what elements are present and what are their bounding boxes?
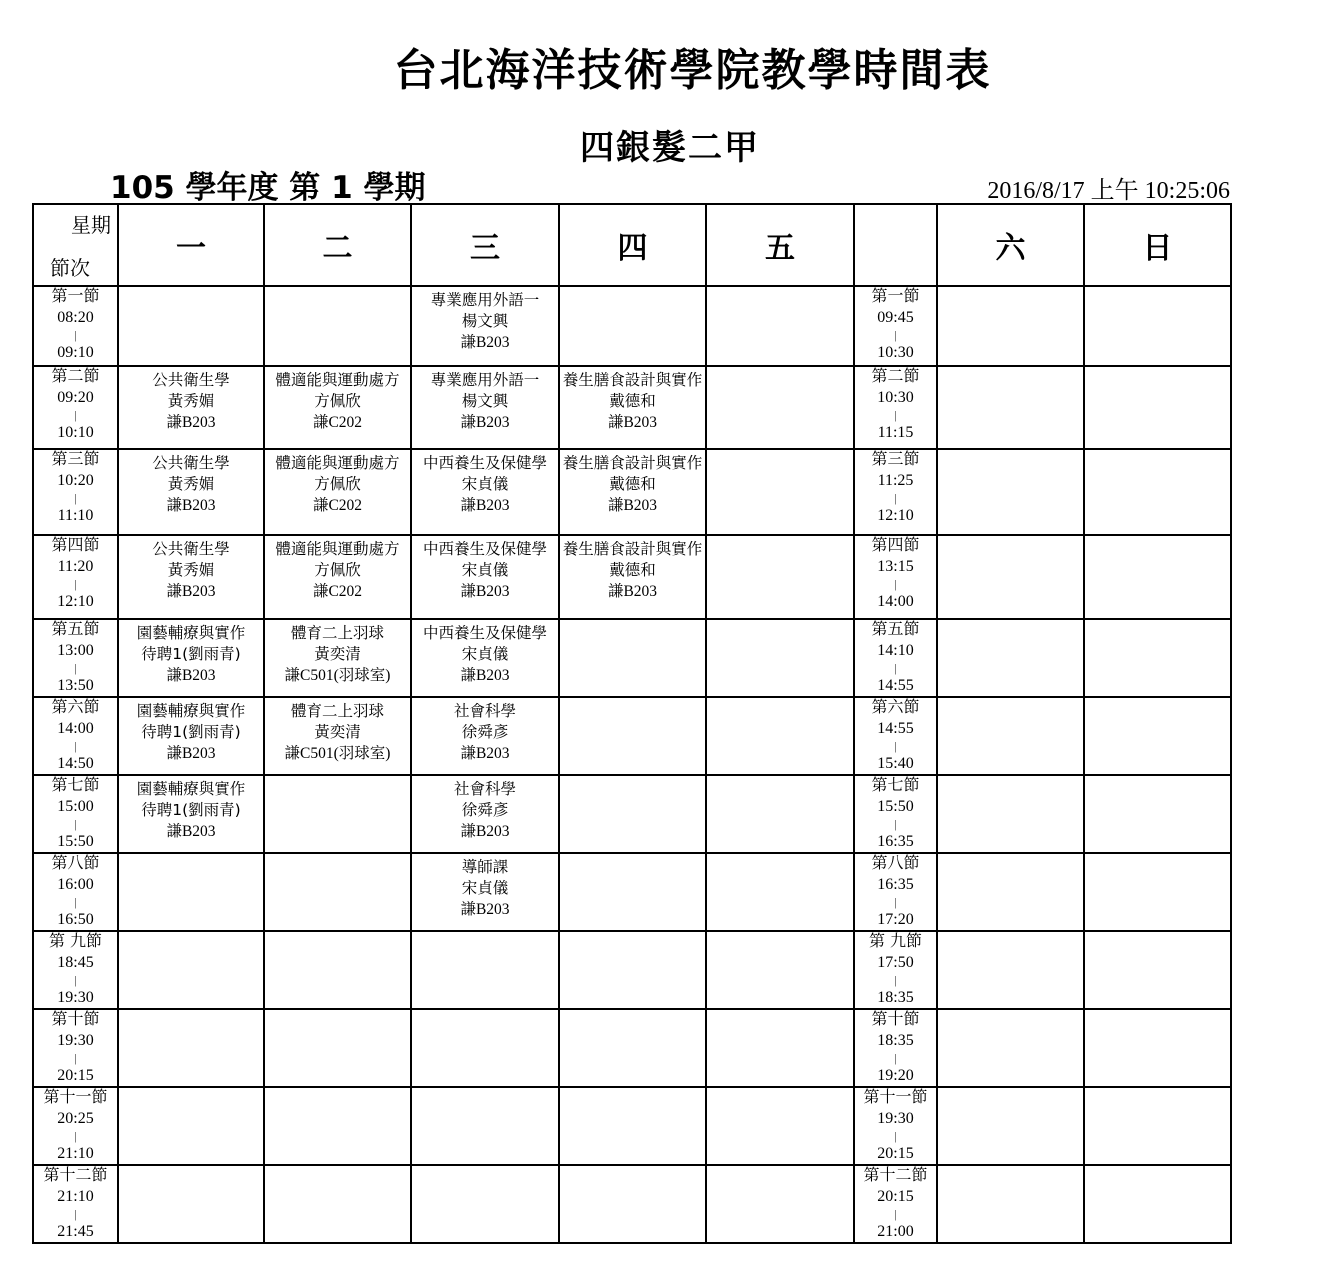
class-cell-fri xyxy=(706,619,854,697)
teacher-name: 待聘1(劉雨青) xyxy=(141,723,241,741)
class-cell-thu xyxy=(559,535,706,619)
timetable xyxy=(32,203,1232,1244)
teacher-name: 黃秀媚 xyxy=(167,392,215,410)
class-cell-mon xyxy=(118,931,264,1009)
teacher-name: 戴德和 xyxy=(609,561,656,579)
room-code: 謙B203 xyxy=(460,334,510,351)
class-cell-sat xyxy=(937,449,1084,535)
left-period-cell xyxy=(33,366,118,449)
right-period-cell xyxy=(854,697,937,775)
class-cell-wed xyxy=(411,619,559,697)
class-cell-tue xyxy=(264,535,411,619)
right-period-cell xyxy=(854,775,937,853)
period-end-time: 11:15 xyxy=(877,424,914,441)
class-cell-sat xyxy=(937,286,1084,366)
period-end-time: 19:20 xyxy=(877,1067,914,1084)
left-period-cell xyxy=(33,449,118,535)
header-row xyxy=(33,204,1231,286)
period-name: 第五節 xyxy=(871,619,920,638)
class-cell-sat xyxy=(937,697,1084,775)
room-code: 謙B203 xyxy=(460,583,510,600)
class-cell-sat xyxy=(937,931,1084,1009)
page-title: 台北海洋技術學院教學時間表 xyxy=(393,45,992,96)
course-name: 體育二上羽球 xyxy=(290,624,384,642)
period-start-time: 15:00 xyxy=(57,798,94,815)
teacher-name: 方佩欣 xyxy=(314,561,361,579)
period-end-time: 11:10 xyxy=(57,507,94,524)
period-end-time: 18:35 xyxy=(877,989,914,1006)
period-row xyxy=(33,449,1231,535)
class-cell-thu xyxy=(559,366,706,449)
class-cell-thu xyxy=(559,697,706,775)
class-cell-tue xyxy=(264,619,411,697)
room-code: 謙B203 xyxy=(607,497,658,514)
left-period-cell xyxy=(33,853,118,931)
class-cell-fri xyxy=(706,853,854,931)
period-name: 第 九節 xyxy=(48,931,103,950)
period-separator: | xyxy=(894,408,897,422)
period-separator: | xyxy=(894,661,897,675)
class-cell-wed xyxy=(411,697,559,775)
period-name: 第二節 xyxy=(51,366,100,385)
period-separator: | xyxy=(74,661,77,675)
class-cell-tue xyxy=(264,1165,411,1243)
period-name: 第十二節 xyxy=(863,1165,928,1184)
teacher-name: 宋貞儀 xyxy=(461,475,509,493)
period-name: 第五節 xyxy=(51,619,100,638)
period-name: 第三節 xyxy=(871,449,920,468)
course-name: 中西養生及保健學 xyxy=(422,540,547,558)
room-code: 謙C202 xyxy=(312,497,363,514)
term-label: 105 學年度 第 1 學期 xyxy=(110,170,426,206)
period-row xyxy=(33,853,1231,931)
left-period-cell xyxy=(33,535,118,619)
teacher-name: 戴德和 xyxy=(609,475,656,493)
class-cell-sun xyxy=(1084,286,1231,366)
period-name: 第七節 xyxy=(871,775,920,794)
period-separator: | xyxy=(894,895,897,909)
period-start-time: 11:20 xyxy=(57,558,94,575)
period-start-time: 16:35 xyxy=(877,876,914,893)
room-code: 謙B203 xyxy=(460,414,510,431)
period-row xyxy=(33,1165,1231,1243)
class-cell-tue xyxy=(264,366,411,449)
course-name: 養生膳食設計與實作 xyxy=(562,540,703,558)
period-name: 第十一節 xyxy=(863,1087,928,1106)
period-end-time: 12:10 xyxy=(877,507,914,524)
class-cell-thu xyxy=(559,1165,706,1243)
period-row xyxy=(33,697,1231,775)
class-cell-sat xyxy=(937,366,1084,449)
class-cell-sun xyxy=(1084,1009,1231,1087)
teacher-name: 待聘1(劉雨青) xyxy=(141,645,241,663)
period-end-time: 21:00 xyxy=(877,1223,914,1240)
course-name: 體適能與運動處方 xyxy=(275,454,400,472)
right-period-cell xyxy=(854,535,937,619)
class-cell-thu xyxy=(559,853,706,931)
period-name: 第十一節 xyxy=(43,1087,108,1106)
class-cell-mon xyxy=(118,1087,264,1165)
room-code: 謙C202 xyxy=(312,583,363,600)
room-code: 謙C501(羽球室) xyxy=(284,667,391,684)
period-separator: | xyxy=(894,1129,897,1143)
class-cell-sat xyxy=(937,775,1084,853)
period-separator: | xyxy=(74,408,77,422)
class-cell-sun xyxy=(1084,931,1231,1009)
period-end-time: 14:50 xyxy=(57,755,94,772)
period-start-time: 18:45 xyxy=(57,954,94,971)
class-cell-fri xyxy=(706,931,854,1009)
course-name: 體育二上羽球 xyxy=(290,702,384,720)
period-name: 第八節 xyxy=(51,853,100,872)
course-name: 體適能與運動處方 xyxy=(275,371,400,389)
period-row xyxy=(33,366,1231,449)
class-cell-thu xyxy=(559,286,706,366)
period-row xyxy=(33,535,1231,619)
day-header-mon: 一 xyxy=(118,204,264,286)
room-code: 謙B203 xyxy=(460,667,510,684)
period-name: 第 九節 xyxy=(868,931,923,950)
class-cell-sun xyxy=(1084,619,1231,697)
class-cell-mon xyxy=(118,619,264,697)
right-period-cell xyxy=(854,366,937,449)
class-cell-thu xyxy=(559,619,706,697)
class-cell-wed xyxy=(411,931,559,1009)
class-cell-sat xyxy=(937,1165,1084,1243)
period-separator: | xyxy=(74,577,77,591)
weekend-period-header xyxy=(854,204,937,286)
period-end-time: 15:40 xyxy=(877,755,914,772)
day-header-tue: 二 xyxy=(264,204,411,286)
period-start-time: 18:35 xyxy=(877,1032,914,1049)
course-name: 養生膳食設計與實作 xyxy=(562,371,703,389)
class-cell-tue xyxy=(264,286,411,366)
course-name: 養生膳食設計與實作 xyxy=(562,454,703,472)
period-name: 第十二節 xyxy=(43,1165,108,1184)
period-separator: | xyxy=(74,1051,77,1065)
room-code: 謙C501(羽球室) xyxy=(284,745,391,762)
period-start-time: 20:15 xyxy=(877,1188,914,1205)
period-separator: | xyxy=(74,491,77,505)
room-code: 謙B203 xyxy=(460,901,510,918)
period-start-time: 13:15 xyxy=(877,558,914,575)
period-name: 第四節 xyxy=(871,535,920,554)
period-separator: | xyxy=(74,739,77,753)
course-name: 公共衛生學 xyxy=(152,540,230,558)
class-cell-tue xyxy=(264,775,411,853)
class-cell-mon xyxy=(118,449,264,535)
period-start-time: 17:50 xyxy=(877,954,914,971)
period-separator: | xyxy=(894,1207,897,1221)
period-separator: | xyxy=(74,1129,77,1143)
class-cell-thu xyxy=(559,1087,706,1165)
class-cell-sun xyxy=(1084,535,1231,619)
period-name: 第十節 xyxy=(51,1009,100,1028)
print-timestamp: 2016/8/17 上午 10:25:06 xyxy=(987,178,1230,204)
class-cell-sun xyxy=(1084,449,1231,535)
teacher-name: 楊文興 xyxy=(461,392,509,410)
class-cell-thu xyxy=(559,931,706,1009)
teacher-name: 方佩欣 xyxy=(314,392,361,410)
class-cell-mon xyxy=(118,366,264,449)
teacher-name: 待聘1(劉雨青) xyxy=(141,801,241,819)
period-start-time: 08:20 xyxy=(57,309,94,326)
class-cell-fri xyxy=(706,1009,854,1087)
period-end-time: 16:35 xyxy=(877,833,914,850)
class-cell-mon xyxy=(118,286,264,366)
room-code: 謙B203 xyxy=(166,667,216,684)
period-separator: | xyxy=(894,817,897,831)
period-start-time: 15:50 xyxy=(877,798,914,815)
period-start-time: 10:20 xyxy=(57,472,94,489)
teacher-name: 徐舜彥 xyxy=(461,801,509,819)
class-cell-sun xyxy=(1084,1165,1231,1243)
period-end-time: 14:55 xyxy=(877,677,914,694)
period-end-time: 13:50 xyxy=(57,677,94,694)
room-code: 謙C202 xyxy=(312,414,363,431)
class-cell-fri xyxy=(706,775,854,853)
period-name: 第六節 xyxy=(51,697,100,716)
teacher-name: 宋貞儀 xyxy=(461,645,509,663)
period-name: 第一節 xyxy=(871,286,920,305)
right-period-cell xyxy=(854,286,937,366)
period-end-time: 17:20 xyxy=(877,911,914,928)
right-period-cell xyxy=(854,1165,937,1243)
corner-cell xyxy=(33,204,118,286)
period-end-time: 12:10 xyxy=(57,593,94,610)
room-code: 謙B203 xyxy=(607,414,658,431)
class-cell-mon xyxy=(118,697,264,775)
class-cell-wed xyxy=(411,775,559,853)
room-code: 謙B203 xyxy=(460,823,510,840)
room-code: 謙B203 xyxy=(460,497,510,514)
course-name: 導師課 xyxy=(461,858,509,876)
period-separator: | xyxy=(894,1051,897,1065)
period-end-time: 14:00 xyxy=(877,593,914,610)
day-header-fri: 五 xyxy=(706,204,854,286)
day-header-sat: 六 xyxy=(937,204,1084,286)
room-code: 謙B203 xyxy=(460,745,510,762)
period-end-time: 21:45 xyxy=(57,1223,94,1240)
class-cell-fri xyxy=(706,1165,854,1243)
teacher-name: 黃秀媚 xyxy=(167,475,215,493)
period-start-time: 09:45 xyxy=(877,309,914,326)
class-cell-mon xyxy=(118,1165,264,1243)
period-name: 第十節 xyxy=(871,1009,920,1028)
class-cell-sun xyxy=(1084,697,1231,775)
teacher-name: 楊文興 xyxy=(461,312,509,330)
class-cell-fri xyxy=(706,1087,854,1165)
period-name: 第三節 xyxy=(51,449,100,468)
left-period-cell xyxy=(33,775,118,853)
right-period-cell xyxy=(854,1087,937,1165)
period-start-time: 19:30 xyxy=(57,1032,94,1049)
period-separator: | xyxy=(74,973,77,987)
period-start-time: 16:00 xyxy=(57,876,94,893)
teacher-name: 宋貞儀 xyxy=(461,879,509,897)
left-period-cell xyxy=(33,1165,118,1243)
period-row xyxy=(33,1009,1231,1087)
left-period-cell xyxy=(33,1009,118,1087)
class-cell-tue xyxy=(264,1009,411,1087)
period-name: 第四節 xyxy=(51,535,100,554)
period-separator: | xyxy=(894,328,897,342)
period-separator: | xyxy=(894,973,897,987)
period-end-time: 15:50 xyxy=(57,833,94,850)
class-cell-tue xyxy=(264,1087,411,1165)
right-period-cell xyxy=(854,619,937,697)
period-start-time: 13:00 xyxy=(57,642,94,659)
period-row xyxy=(33,775,1231,853)
class-cell-fri xyxy=(706,535,854,619)
period-row xyxy=(33,286,1231,366)
period-start-time: 14:00 xyxy=(57,720,94,737)
period-end-time: 10:10 xyxy=(57,424,94,441)
left-period-cell xyxy=(33,697,118,775)
class-cell-fri xyxy=(706,286,854,366)
teacher-name: 黃奕清 xyxy=(314,723,361,741)
right-period-cell xyxy=(854,931,937,1009)
course-name: 體適能與運動處方 xyxy=(275,540,400,558)
period-end-time: 20:15 xyxy=(877,1145,914,1162)
class-cell-mon xyxy=(118,853,264,931)
left-period-cell xyxy=(33,619,118,697)
period-start-time: 21:10 xyxy=(57,1188,94,1205)
period-end-time: 19:30 xyxy=(57,989,94,1006)
course-name: 中西養生及保健學 xyxy=(422,454,547,472)
class-name: 四銀髮二甲 xyxy=(580,128,760,168)
corner-weekday-label: 星期 xyxy=(71,213,111,237)
period-name: 第二節 xyxy=(871,366,920,385)
period-end-time: 10:30 xyxy=(877,344,914,361)
corner-period-label: 節次 xyxy=(50,256,90,280)
period-row xyxy=(33,1087,1231,1165)
period-separator: | xyxy=(74,328,77,342)
period-start-time: 10:30 xyxy=(877,389,914,406)
room-code: 謙B203 xyxy=(166,497,216,514)
period-end-time: 09:10 xyxy=(57,344,94,361)
course-name: 公共衛生學 xyxy=(152,454,230,472)
class-cell-sat xyxy=(937,1009,1084,1087)
course-name: 專業應用外語一 xyxy=(430,371,540,389)
class-cell-wed xyxy=(411,449,559,535)
period-name: 第七節 xyxy=(51,775,100,794)
class-cell-sun xyxy=(1084,1087,1231,1165)
class-cell-thu xyxy=(559,775,706,853)
left-period-cell xyxy=(33,931,118,1009)
room-code: 謙B203 xyxy=(166,583,216,600)
class-cell-wed xyxy=(411,286,559,366)
left-period-cell xyxy=(33,1087,118,1165)
class-cell-thu xyxy=(559,1009,706,1087)
left-period-cell xyxy=(33,286,118,366)
class-cell-wed xyxy=(411,1165,559,1243)
period-separator: | xyxy=(74,895,77,909)
teacher-name: 方佩欣 xyxy=(314,475,361,493)
period-start-time: 14:10 xyxy=(877,642,914,659)
period-name: 第六節 xyxy=(871,697,920,716)
class-cell-mon xyxy=(118,535,264,619)
teacher-name: 黃奕清 xyxy=(314,645,361,663)
period-separator: | xyxy=(894,491,897,505)
right-period-cell xyxy=(854,853,937,931)
period-name: 第一節 xyxy=(51,286,100,305)
right-period-cell xyxy=(854,449,937,535)
period-separator: | xyxy=(74,817,77,831)
class-cell-sun xyxy=(1084,366,1231,449)
class-cell-mon xyxy=(118,1009,264,1087)
teacher-name: 戴德和 xyxy=(609,392,656,410)
class-cell-tue xyxy=(264,449,411,535)
class-cell-wed xyxy=(411,366,559,449)
class-cell-fri xyxy=(706,697,854,775)
teacher-name: 黃秀媚 xyxy=(167,561,215,579)
right-period-cell xyxy=(854,1009,937,1087)
course-name: 專業應用外語一 xyxy=(430,291,540,309)
course-name: 社會科學 xyxy=(453,702,516,720)
period-end-time: 21:10 xyxy=(57,1145,94,1162)
class-cell-sat xyxy=(937,535,1084,619)
period-name: 第八節 xyxy=(871,853,920,872)
course-name: 中西養生及保健學 xyxy=(422,624,547,642)
period-end-time: 16:50 xyxy=(57,911,94,928)
class-cell-wed xyxy=(411,1087,559,1165)
day-header-wed: 三 xyxy=(411,204,559,286)
period-start-time: 19:30 xyxy=(877,1110,914,1127)
class-cell-sat xyxy=(937,853,1084,931)
period-start-time: 20:25 xyxy=(57,1110,94,1127)
class-cell-wed xyxy=(411,853,559,931)
course-name: 社會科學 xyxy=(453,780,516,798)
class-cell-fri xyxy=(706,366,854,449)
period-start-time: 14:55 xyxy=(877,720,914,737)
class-cell-sun xyxy=(1084,853,1231,931)
class-cell-thu xyxy=(559,449,706,535)
class-cell-sat xyxy=(937,1087,1084,1165)
period-row xyxy=(33,619,1231,697)
period-start-time: 09:20 xyxy=(57,389,94,406)
class-cell-tue xyxy=(264,853,411,931)
room-code: 謙B203 xyxy=(166,414,216,431)
day-header-thu: 四 xyxy=(559,204,706,286)
class-cell-fri xyxy=(706,449,854,535)
room-code: 謙B203 xyxy=(166,823,216,840)
period-separator: | xyxy=(894,739,897,753)
course-name: 園藝輔療與實作 xyxy=(136,624,246,642)
day-header-sun: 日 xyxy=(1084,204,1231,286)
class-cell-wed xyxy=(411,535,559,619)
class-cell-tue xyxy=(264,931,411,1009)
class-cell-sat xyxy=(937,619,1084,697)
room-code: 謙B203 xyxy=(607,583,658,600)
period-end-time: 20:15 xyxy=(57,1067,94,1084)
period-row xyxy=(33,931,1231,1009)
course-name: 園藝輔療與實作 xyxy=(136,702,246,720)
course-name: 公共衛生學 xyxy=(152,371,230,389)
class-cell-mon xyxy=(118,775,264,853)
teacher-name: 徐舜彥 xyxy=(461,723,509,741)
room-code: 謙B203 xyxy=(166,745,216,762)
period-separator: | xyxy=(894,577,897,591)
class-cell-wed xyxy=(411,1009,559,1087)
period-separator: | xyxy=(74,1207,77,1221)
class-cell-sun xyxy=(1084,775,1231,853)
teacher-name: 宋貞儀 xyxy=(461,561,509,579)
period-start-time: 11:25 xyxy=(877,472,914,489)
course-name: 園藝輔療與實作 xyxy=(136,780,246,798)
class-cell-tue xyxy=(264,697,411,775)
